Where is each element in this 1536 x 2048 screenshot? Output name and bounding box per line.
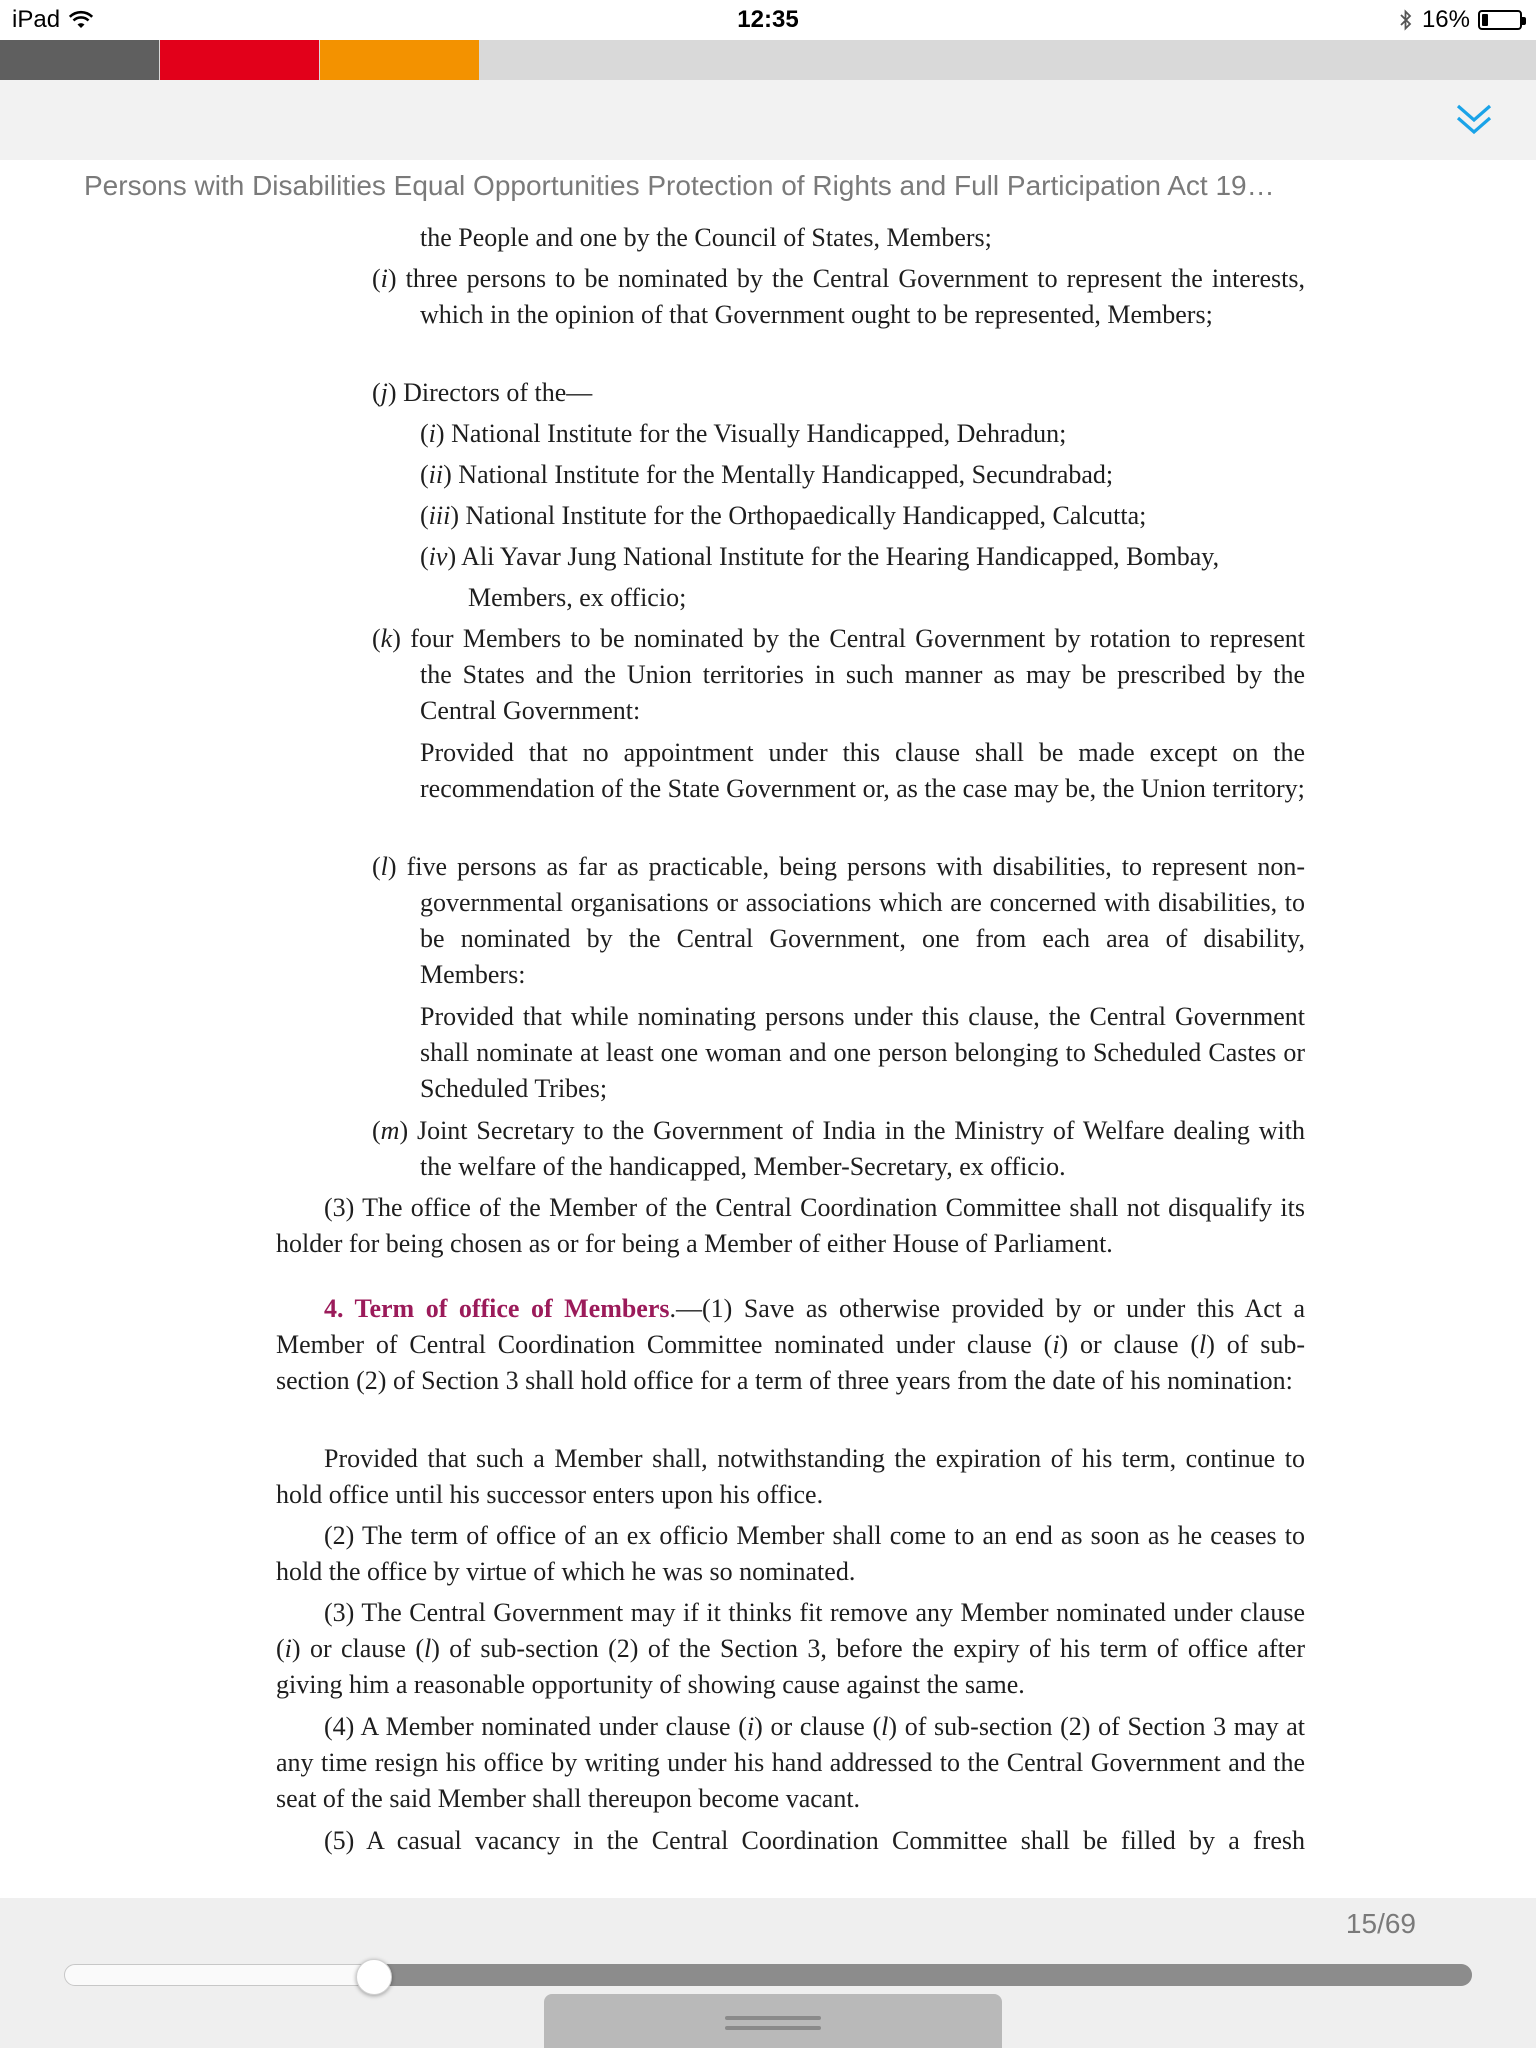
color-tab-orange[interactable] xyxy=(320,40,479,80)
bluetooth-icon xyxy=(1398,8,1414,32)
battery-icon xyxy=(1478,10,1522,30)
color-tab-gray[interactable] xyxy=(0,40,159,80)
section-4-para-1: 4. Term of office of Members.—(1) Save as otherwise provided by or under this Act a Member of Central Coordination Committee nominated under clause (i) or clause (l) of sub-section (2) of Section 3 shall hold office for a term of three years from the date of his nomination: xyxy=(276,1294,1306,1395)
subsection-3-3: (3) The office of the Member of the Central Coordination Committee shall not disqualify its holder for being chosen as or for being a Member of either House of Parliament. xyxy=(276,1193,1305,1258)
color-tab-strip xyxy=(0,40,1536,80)
clause-h-continued: the People and one by the Council of States, Members; xyxy=(420,223,992,252)
section-4-4: (4) A Member nominated under clause (i) or clause (l) of sub-section (2) of Section 3 may at any time resign his office by writing under his hand addressed to the Central Government and the seat of the said Member shall thereupon become vacant. xyxy=(276,1712,1306,1813)
reader-toolbar xyxy=(0,80,1536,160)
page-slider-thumb[interactable] xyxy=(356,1959,392,1995)
device-name: iPad xyxy=(12,6,61,33)
clause-j: (j) Directors of the— xyxy=(372,378,593,407)
section-4-proviso: Provided that such a Member shall, notwithstanding the expiration of his term, continue to hold office until his successor enters upon his office. xyxy=(276,1444,1305,1509)
double-chevron-down-icon[interactable] xyxy=(1448,94,1500,146)
status-bar xyxy=(0,0,1536,40)
page-indicator: 15/69 xyxy=(1345,1908,1416,1939)
subclause-j-iv: (iv) Ali Yavar Jung National Institute for the Hearing Handicapped, Bombay, xyxy=(420,542,1220,571)
subclause-j-ii: (ii) National Institute for the Mentally Handicapped, Secundrabad; xyxy=(420,460,1114,489)
clause-l-proviso: Provided that while nominating persons under this clause, the Central Government shall nominate at least one woman and one person belonging to Scheduled Castes or Scheduled Tribes; xyxy=(420,1002,1305,1103)
reader-footer xyxy=(0,1898,1536,2048)
clause-i: (i) three persons to be nominated by the Central Government to represent the interests, which in the opinion of that Government ought to be represented, Members; xyxy=(372,264,1305,329)
clause-k-proviso: Provided that no appointment under this clause shall be made except on the recommendation of the State Government or, as the case may be, the Union territory; xyxy=(420,738,1305,803)
grip-line-top xyxy=(725,2016,821,2020)
subclause-j-iii: (iii) National Institute for the Orthopaedically Handicapped, Calcutta; xyxy=(420,501,1147,530)
document-title: Persons with Disabilities Equal Opportunities Protection of Rights and Full Participation Act 19… xyxy=(84,170,1275,201)
clause-m: (m) Joint Secretary to the Government of India in the Ministry of Welfare dealing with the welfare of the handicapped, Member-Secretary, ex officio. xyxy=(372,1116,1305,1181)
clock: 12:35 xyxy=(737,6,799,33)
grip-line-bottom xyxy=(725,2026,821,2030)
color-tab-red[interactable] xyxy=(160,40,319,80)
battery-percent: 16% xyxy=(1421,6,1470,33)
status-right xyxy=(1398,6,1522,34)
section-4-3: (3) The Central Government may if it thinks fit remove any Member nominated under clause (i) or clause (l) of sub-section (2) of the Section 3, before the expiry of his term of office after giving him a reasonable opportunity of showing cause against the same. xyxy=(276,1598,1305,1699)
section-4-heading: 4. Term of office of Members xyxy=(324,1294,670,1323)
clause-l: (l) five persons as far as practicable, being persons with disabilities, to represent non-governmental organisations or associations which are concerned with disabilities, to be nominated by the Central Government, one from each area of disability, Members: xyxy=(372,852,1305,989)
subclause-j-iv-continued: Members, ex officio; xyxy=(468,583,687,612)
drawer-handle[interactable] xyxy=(544,1994,1002,2048)
section-4-2: (2) The term of office of an ex officio Member shall come to an end as soon as he ceases to hold the office by virtue of which he was so nominated. xyxy=(276,1521,1305,1586)
subclause-j-i: (i) National Institute for the Visually Handicapped, Dehradun; xyxy=(420,419,1067,448)
page-slider-remaining xyxy=(374,1964,1472,1986)
section-4-5: (5) A casual vacancy in the Central Coordination Committee shall be filled by a fresh xyxy=(324,1826,1305,1855)
clause-k: (k) four Members to be nominated by the Central Government by rotation to represent the States and the Union territories in such manner as may be prescribed by the Central Government: xyxy=(372,624,1305,725)
